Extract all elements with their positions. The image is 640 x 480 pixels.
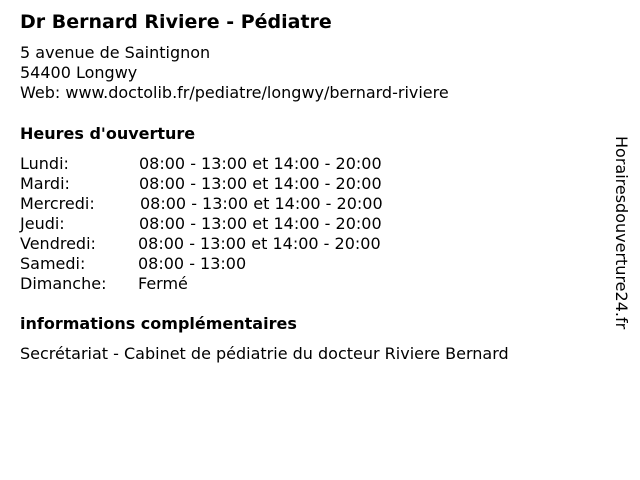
opening-hours-heading: Heures d'ouverture bbox=[20, 124, 196, 143]
hours-time: 08:00 - 13:00 et 14:00 - 20:00 bbox=[139, 174, 382, 193]
address-street: 5 avenue de Saintignon bbox=[20, 43, 211, 62]
hours-day: Mercredi: bbox=[20, 194, 95, 213]
address-web: Web: www.doctolib.fr/pediatre/longwy/bernard-riviere bbox=[20, 83, 449, 102]
page-title: Dr Bernard Riviere - Pédiatre bbox=[20, 11, 332, 33]
address-block bbox=[20, 43, 449, 103]
hours-time: 08:00 - 13:00 et 14:00 - 20:00 bbox=[138, 234, 381, 253]
hours-day: Vendredi: bbox=[20, 234, 96, 253]
hours-time: 08:00 - 13:00 bbox=[138, 254, 247, 273]
additional-info-text: Secrétariat - Cabinet de pédiatrie du docteur Riviere Bernard bbox=[20, 344, 509, 363]
hours-day: Jeudi: bbox=[20, 214, 65, 233]
hours-time: 08:00 - 13:00 et 14:00 - 20:00 bbox=[140, 194, 383, 213]
hours-day: Dimanche: bbox=[20, 274, 107, 293]
additional-info-heading: informations complémentaires bbox=[20, 314, 297, 333]
hours-time: Fermé bbox=[138, 274, 188, 293]
hours-day: Samedi: bbox=[20, 254, 86, 273]
hours-time: 08:00 - 13:00 et 14:00 - 20:00 bbox=[139, 214, 382, 233]
hours-day: Mardi: bbox=[20, 174, 70, 193]
address-city: 54400 Longwy bbox=[20, 63, 138, 82]
site-watermark: Horairesdouverture24.fr bbox=[612, 136, 631, 330]
hours-time: 08:00 - 13:00 et 14:00 - 20:00 bbox=[139, 154, 382, 173]
hours-day: Lundi: bbox=[20, 154, 69, 173]
